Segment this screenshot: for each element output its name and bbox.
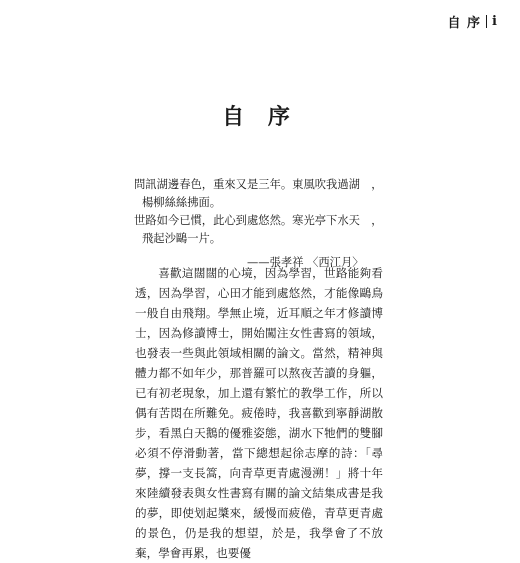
chapter-title: 自 序: [222, 104, 298, 130]
running-head-title: 自 序: [447, 16, 482, 31]
epigraph-poem: [134, 176, 434, 272]
poem-attribution: ——張孝祥 〈西江月〉: [247, 256, 364, 269]
running-head-divider: [486, 15, 487, 28]
poem-line-4: 飛起沙鷗一片。: [142, 232, 222, 245]
poem-line-1: 問訊湖邊春色，重來又是三年。東風吹我過湖 ，: [134, 178, 383, 191]
body-paragraph: 喜歡這闊闊的心境，因為學習，世路能夠看透，因為學習，心田才能到處悠然，才能像鷗鳥一般自由飛翔。學無止境，近耳順之年才修讀博士，因為修讀博士，開始闖注女性書寫的領域，也發表一些與此領域相關的論文。當然，精神與體力都不如年少，那普羅可以熬夜苦讀的身軀，已有初老現象，加上還有繁忙的教學工作，所以偶有苦悶在所難免。疲倦時，我喜歡到寧靜湖散步，看黑白天鵝的優雅姿態，湖水下牠們的雙腳必須不停滑動著，當下總想起徐志摩的詩：「尋夢，撐一支長篙，向青草更青處漫溯！」將十年來陸續發表與女性書寫有關的論文結集成書是我的夢，即使划起槳來，緩慢而疲倦，青草更青處的景色，仍是我的想望，於是，我學會了不放棄，學會再累，也要優: [135, 266, 383, 560]
page-number: i: [492, 14, 498, 29]
poem-line-3: 世路如今已慣，此心到處悠然。寒光亭下水天 ，: [134, 214, 383, 227]
poem-line-2: 楊柳絲絲拂面。: [142, 196, 222, 209]
running-head: [448, 12, 498, 31]
